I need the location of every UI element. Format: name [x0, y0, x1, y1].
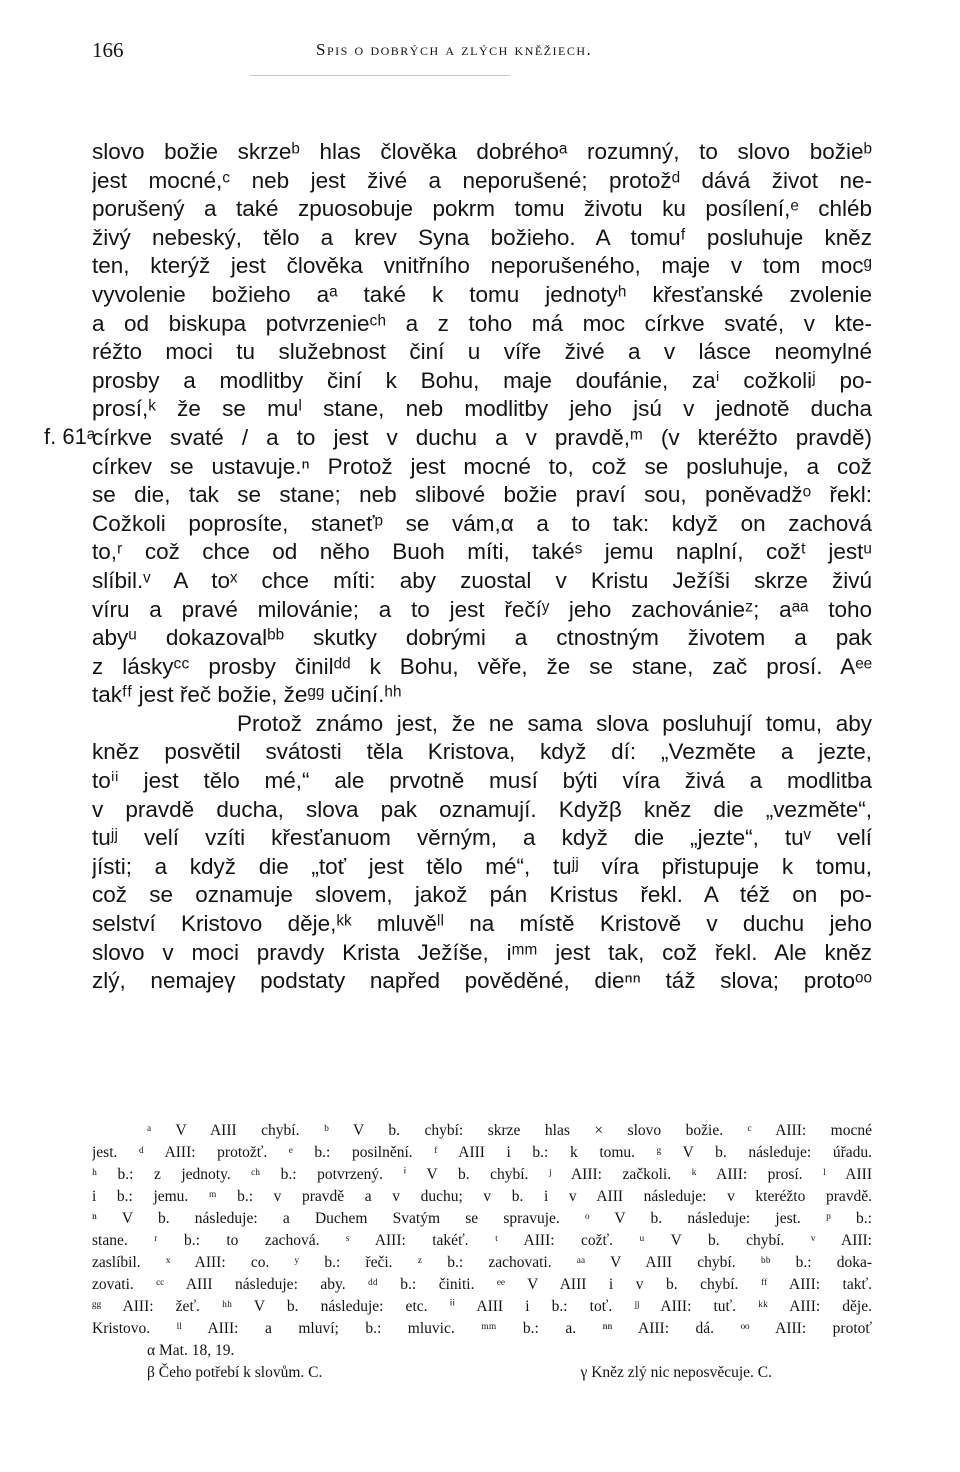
text-line: selství Kristovo děje,ᵏᵏ mluvěˡˡ na místě Kristově v duchu jeho	[92, 911, 872, 937]
text-line: takᶠᶠ jest řeč božie, žeᵍᵍ učiní.ʰʰ	[92, 682, 402, 708]
text-line: jísti; a když die „toť jest tělo mé“, tuʲʲ víra přistupuje k tomu,	[92, 853, 872, 879]
footnote-line: zaslíbil. ˣ AIII: co. ʸ b.: řeči. ᶻ b.: zachovati. ᵃᵃ V AIII chybí. ᵇᵇ b.: doka-	[92, 1254, 872, 1271]
text-line: církve svaté / a to jest v duchu a v pravdě,ᵐ (v kteréžto pravdě)	[92, 424, 872, 450]
footnote-line: Kristovo. ˡˡ AIII: a mluví; b.: mluvic. ᵐᵐ b.: a. ⁿⁿ AIII: dá. ᵒᵒ AIII: protoť	[92, 1320, 872, 1337]
text-line: z láskyᶜᶜ prosby činilᵈᵈ k Bohu, věře, že se stane, zač prosí. Aᵉᵉ	[92, 653, 872, 679]
text-line: slovo božie skrzeᵇ hlas člověka dobréhoᵃ rozumný, to slovo božieᵇ	[92, 139, 872, 164]
text-line: Protož známo jest, že ne sama slova posluhují tomu, aby	[237, 710, 872, 736]
footnote-line: ᵍᵍ AIII: žeť. ʰʰ V b. následuje: etc. ⁱⁱ AIII i b.: toť. ʲʲ AIII: tuť. ᵏᵏ AIII: děje.	[92, 1298, 872, 1315]
text-line: víru a pravé milovánie; a to jest řečíʸ jeho zachovánieᶻ; aᵃᵃ toho	[92, 596, 872, 622]
text-line: a od biskupa potvrzenieᶜʰ a z toho má moc církve svaté, v kte-	[92, 310, 872, 336]
reference-row	[92, 1362, 872, 1384]
text-line: slovo v moci pravdy Krista Ježíše, iᵐᵐ jest tak, což řekl. Ale kněz	[92, 939, 872, 965]
text-line: toⁱⁱ jest tělo mé,“ ale prvotně musí býti víra živá a modlitba	[92, 768, 872, 794]
text-line: to,ʳ což chce od něho Buoh míti, takéˢ jemu naplní, cožᵗ jestᵘ	[92, 539, 872, 565]
header-rule	[250, 75, 510, 76]
text-line: réžto moci tu služebnost činí u víře živé a v lásce neomylné	[92, 339, 872, 365]
text-line: ten, kterýž jest člověka vnitřního neporušeného, maje v tom mocᵍ	[92, 253, 872, 279]
text-line: Cožkoli poprosíte, staneťᵖ se vám,α a to tak: když on zachová	[92, 510, 872, 536]
reference-alpha: α Mat. 18, 19.	[147, 1342, 235, 1359]
running-head: Spis o dobrých a zlých kněžiech.	[316, 40, 593, 59]
text-line: církev se ustavuje.ⁿ Protož jest mocné to, což se posluhuje, a což	[92, 453, 872, 479]
margin-folio-note: f. 61ᵃ	[44, 424, 95, 449]
text-line: slíbil.ᵛ A toˣ chce míti: aby zuostal v Kristu Ježíši skrze živú	[92, 567, 872, 593]
text-line: abyᵘ dokazovalᵇᵇ skutky dobrými a ctnostným životem a pak	[92, 625, 872, 651]
text-line: zlý, nemajeγ podstaty napřed pověděné, dieⁿⁿ táž slova; protoᵒᵒ	[92, 968, 872, 994]
text-line: v pravdě ducha, slova pak oznamují. Kdyžβ kněz die „vezměte“,	[92, 796, 872, 822]
footnote-line: stane. ʳ b.: to zachová. ˢ AIII: takéť. ᵗ AIII: cožť. ᵘ V b. chybí. ᵛ AIII:	[92, 1232, 872, 1249]
reference-beta: β Čeho potřebí k slovům. C.	[147, 1364, 323, 1381]
footnotes	[92, 1120, 872, 1384]
text-line: tuʲʲ velí vzíti křesťanuom věrným, a když die „jezte“, tuᵛ velí	[92, 825, 872, 851]
footnote-line: i b.: jemu. ᵐ b.: v pravdě a v duchu; v b. i v AIII následuje: v kteréžto pravdě.	[92, 1188, 872, 1205]
text-line: živý nebeský, tělo a krev Syna božieho. A tomuᶠ posluhuje kněz	[92, 224, 872, 250]
footnote-line: zovati. ᶜᶜ AIII následuje: aby. ᵈᵈ b.: činiti. ᵉᵉ V AIII i v b. chybí. ᶠᶠ AIII: takť.	[92, 1276, 872, 1293]
page-number: 166	[92, 38, 124, 62]
footnote-line: ⁿ V b. následuje: a Duchem Svatým se spravuje. ᵒ V b. následuje: jest. ᵖ b.:	[92, 1210, 872, 1227]
text-line: prosí,ᵏ že se muˡ stane, neb modlitby jeho jsú v jednotě ducha	[92, 396, 872, 422]
text-line: se die, tak se stane; neb slibové božie praví sou, poněvadžᵒ řekl:	[92, 482, 872, 508]
text-line: jest mocné,ᶜ neb jest živé a neporušené; protožᵈ dává život ne-	[92, 167, 872, 193]
footnote-line: jest. ᵈ AIII: protožť. ᵉ b.: posilnění. ᶠ AIII i b.: k tomu. ᵍ V b. následuje: úřadu.	[92, 1144, 872, 1161]
text-line: prosby a modlitby činí k Bohu, maje doufánie, zaⁱ cožkoliʲ po-	[92, 367, 872, 393]
footnote-line: ʰ b.: z jednoty. ᶜʰ b.: potvrzený. ⁱ V b. chybí. ʲ AIII: začkoli. ᵏ AIII: prosí. ˡ AIII	[92, 1166, 872, 1183]
body-text	[92, 138, 872, 996]
text-line: porušený a také zpuosobuje pokrm tomu životu ku posílení,ᵉ chléb	[92, 196, 872, 222]
text-line: kněz posvětil svátosti těla Kristova, když dí: „Vezměte a jezte,	[92, 739, 872, 765]
footnote-line: ᵃ V AIII chybí. ᵇ V b. chybí: skrze hlas × slovo božie. ᶜ AIII: mocné	[147, 1122, 872, 1139]
reference-gamma: γ Kněz zlý nic neposvěcuje. C.	[580, 1364, 772, 1381]
text-line: což se oznamuje slovem, jakož pán Kristus řekl. A též on po-	[92, 882, 872, 908]
text-line: vyvolenie božieho aᵃ také k tomu jednotyʰ křesťanské zvolenie	[92, 281, 872, 307]
